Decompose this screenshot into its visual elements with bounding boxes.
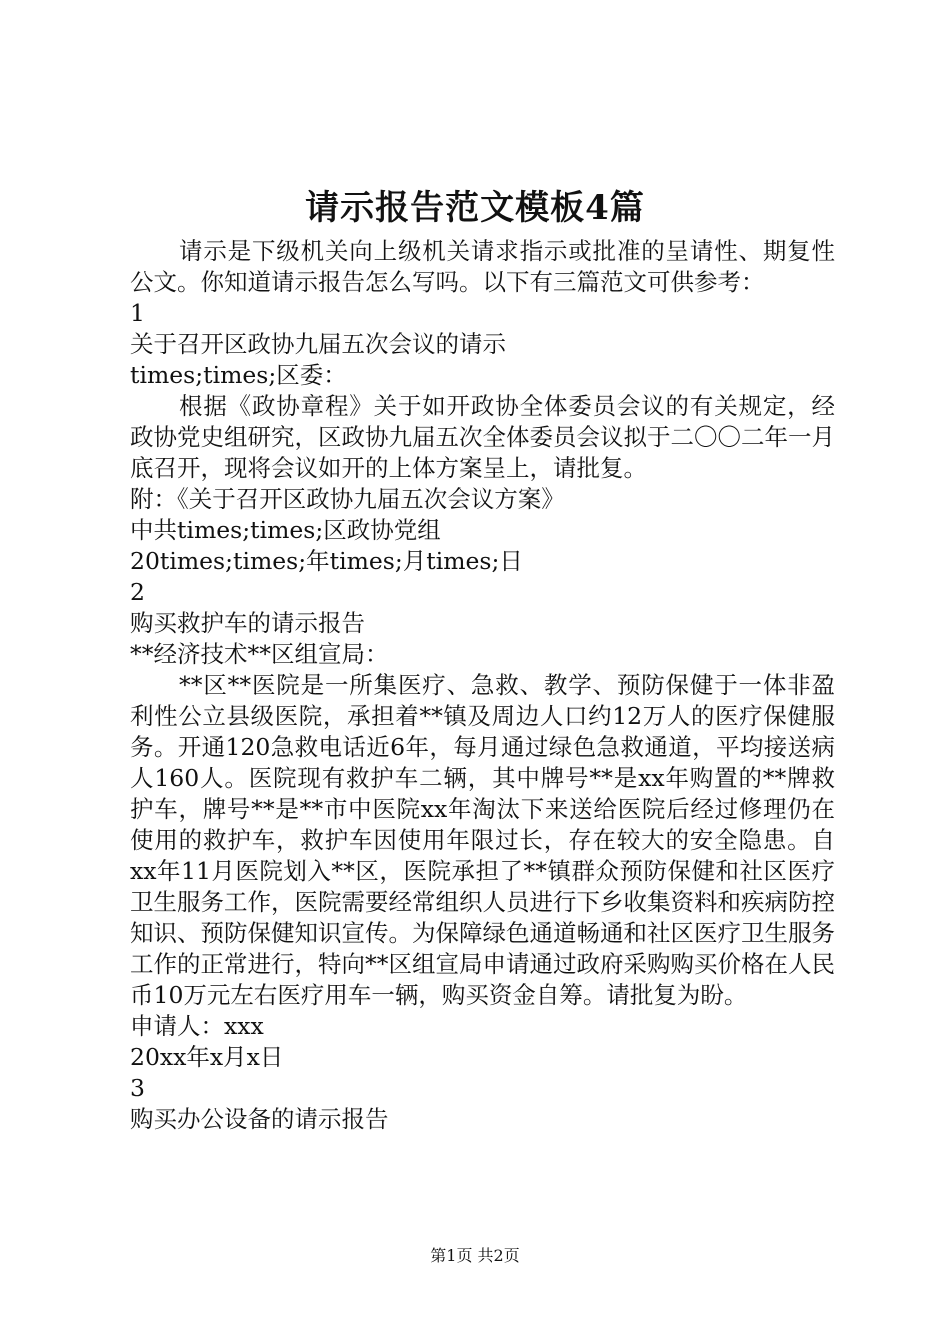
section-2-heading: 购买救护车的请示报告: [130, 609, 365, 637]
section-2-date: 20xx年x月x日: [130, 1043, 284, 1071]
section-3-heading: 购买办公设备的请示报告: [130, 1105, 389, 1133]
section-2-applicant: 申请人：xxx: [130, 1012, 264, 1040]
page-footer: 第1页 共2页: [430, 1246, 520, 1265]
section-2-body: **区**医院是一所集医疗、急救、教学、预防保健于一体非盈利性公立县级医院，承担着**镇及周边人口约12万人的医疗保健服务。开通120急救电话近6年，每月通过绿色急救通道，平均接送病人160人。医院现有救护车二辆，其中牌号**是xx年购置的**牌救护车，牌号**是**市中医院xx年淘汰下来送给医院后经过修理仍在使用的救护车，救护车因使用年限过长，存在较大的安全隐患。自xx年11月医院划入**区，医院承担了**镇群众预防保健和社区医疗卫生服务工作，医院需要经常组织人员进行下乡收集资料和疾病防控知识、预防保健知识宣传。为保障绿色通道畅通和社区医疗卫生服务工作的正常进行，特向**区组宣局申请通过政府采购购买价格在人民币10万元左右医疗用车一辆，购买资金自筹。请批复为盼。: [130, 671, 835, 1009]
intro-paragraph: 请示是下级机关向上级机关请求指示或批准的呈请性、期复性公文。你知道请示报告怎么写吗。以下有三篇范文可供参考：: [130, 237, 835, 296]
section-1-signature: 中共times;times;区政协党组: [130, 516, 441, 544]
section-2-salutation: **经济技术**区组宣局：: [130, 640, 389, 668]
section-1-date: 20times;times;年times;月times;日: [130, 547, 523, 575]
document-body: [130, 236, 835, 1135]
section-1-number: 1: [130, 299, 145, 327]
section-1-attachment: 附：《关于召开区政协九届五次会议方案》: [130, 485, 565, 513]
section-1-heading: 关于召开区政协九届五次会议的请示: [130, 330, 506, 358]
section-1-salutation: times;times;区委：: [130, 361, 347, 389]
document-title: 请示报告范文模板4篇: [305, 188, 645, 228]
section-3-number: 3: [130, 1074, 145, 1102]
section-1-body: 根据《政协章程》关于如开政协全体委员会议的有关规定，经政协党史组研究，区政协九届五次全体委员会议拟于二〇〇二年一月底召开，现将会议如开的上体方案呈上，请批复。: [130, 392, 835, 482]
section-2-number: 2: [130, 578, 145, 606]
